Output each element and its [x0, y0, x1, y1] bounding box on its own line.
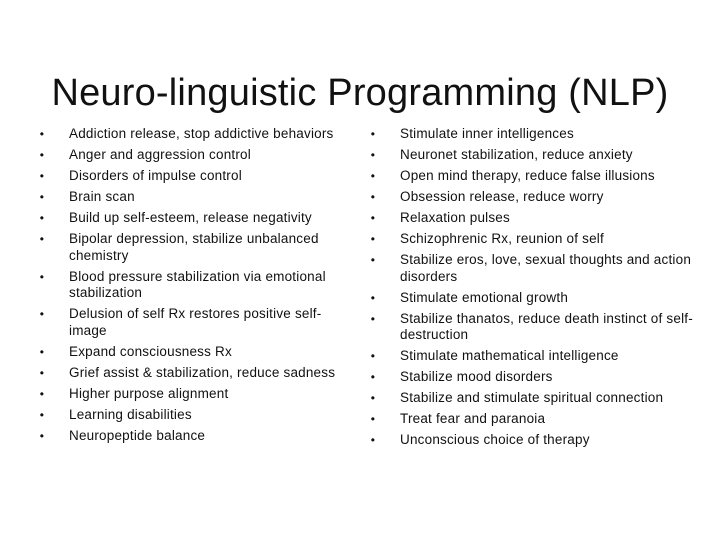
list-item-text: Stimulate inner intelligences: [400, 126, 574, 141]
list-item: [366, 390, 696, 407]
list-item: [366, 168, 696, 185]
list-item-text: Expand consciousness Rx: [69, 343, 232, 359]
list-item-text: Delusion of self Rx restores positive self-image: [69, 306, 322, 338]
bullet-icon: •: [370, 127, 376, 141]
bullet-icon: •: [370, 349, 376, 363]
list-item: [35, 126, 355, 143]
list-item: [366, 126, 696, 143]
list-item: [35, 189, 355, 206]
list-item: [35, 365, 355, 382]
list-item: [35, 306, 355, 339]
list-item-text: Stimulate emotional growth: [400, 289, 569, 305]
list-item-text: Anger and aggression control: [69, 147, 251, 162]
bullet-icon: •: [370, 412, 376, 426]
list-item-text: Disorders of impulse control: [69, 168, 242, 183]
list-item-text: Neuronet stabilization, reduce anxiety: [400, 147, 633, 162]
list-item: [366, 311, 696, 344]
list-item: [366, 147, 696, 164]
list-item: [366, 231, 696, 248]
bullet-icon: •: [39, 148, 45, 162]
list-item-text: Schizophrenic Rx, reunion of self: [400, 231, 604, 246]
list-item-text: Grief assist & stabilization, reduce sadness: [69, 364, 336, 380]
bullet-icon: •: [39, 211, 45, 225]
bullet-icon: •: [370, 391, 376, 405]
bullet-icon: •: [39, 269, 45, 284]
list-item: [366, 432, 696, 449]
list-item-text: Open mind therapy, reduce false illusions: [400, 168, 655, 183]
bullet-icon: •: [370, 211, 376, 225]
list-item: [366, 348, 696, 365]
list-item-text: Blood pressure stabilization via emotional stabilization: [69, 268, 326, 300]
list-item: [366, 210, 696, 227]
list-item-text: Relaxation pulses: [400, 210, 510, 225]
list-item: [366, 369, 696, 386]
list-item: [35, 269, 355, 302]
bullet-icon: •: [370, 190, 376, 204]
list-item-text: Higher purpose alignment: [69, 385, 229, 401]
list-item-text: Stabilize mood disorders: [400, 369, 553, 384]
list-item: [366, 290, 696, 307]
list-item-text: Build up self-esteem, release negativity: [69, 210, 312, 225]
bullet-icon: •: [39, 365, 45, 380]
bullet-icon: •: [39, 407, 45, 422]
bullet-icon: •: [370, 433, 376, 447]
bullet-icon: •: [39, 232, 45, 246]
bullet-icon: •: [39, 127, 45, 141]
list-item-text: Treat fear and paranoia: [400, 411, 546, 426]
bullet-icon: •: [39, 344, 45, 359]
list-item-text: Neuropeptide balance: [69, 427, 206, 443]
slide-title: Neuro-linguistic Programming (NLP): [51, 72, 669, 115]
list-item: [35, 407, 355, 424]
list-item-text: Stimulate mathematical intelligence: [400, 348, 619, 363]
list-item: [366, 252, 696, 285]
bullet-icon: •: [370, 148, 376, 162]
list-item: [35, 344, 355, 361]
bullet-icon: •: [370, 169, 376, 183]
list-item: [35, 210, 355, 227]
bullet-icon: •: [370, 253, 376, 267]
bullet-icon: •: [370, 311, 376, 326]
list-item: [35, 231, 355, 264]
bullet-icon: •: [370, 232, 376, 246]
list-item-text: Addiction release, stop addictive behaviors: [69, 126, 334, 141]
list-item: [366, 411, 696, 428]
bullet-icon: •: [39, 307, 45, 321]
list-item-text: Bipolar depression, stabilize unbalanced chemistry: [69, 231, 319, 263]
bullet-icon: •: [39, 190, 45, 204]
list-item: [366, 189, 696, 206]
left-bullet-list: [35, 126, 355, 449]
list-item-text: Obsession release, reduce worry: [400, 189, 604, 204]
list-item-text: Stabilize thanatos, reduce death instinct of self-destruction: [400, 310, 693, 342]
list-item: [35, 147, 355, 164]
bullet-icon: •: [39, 428, 45, 443]
list-item: [35, 168, 355, 185]
list-item-text: Learning disabilities: [69, 406, 192, 422]
list-item-text: Stabilize and stimulate spiritual connection: [400, 390, 664, 405]
list-item-text: Stabilize eros, love, sexual thoughts and action disorders: [400, 252, 692, 284]
list-item-text: Brain scan: [69, 189, 135, 204]
bullet-icon: •: [370, 370, 376, 384]
bullet-icon: •: [39, 386, 45, 401]
list-item-text: Unconscious choice of therapy: [400, 432, 590, 447]
right-bullet-list: [366, 126, 696, 453]
bullet-icon: •: [39, 169, 45, 183]
list-item: [35, 428, 355, 445]
bullet-icon: •: [370, 290, 376, 305]
list-item: [35, 386, 355, 403]
